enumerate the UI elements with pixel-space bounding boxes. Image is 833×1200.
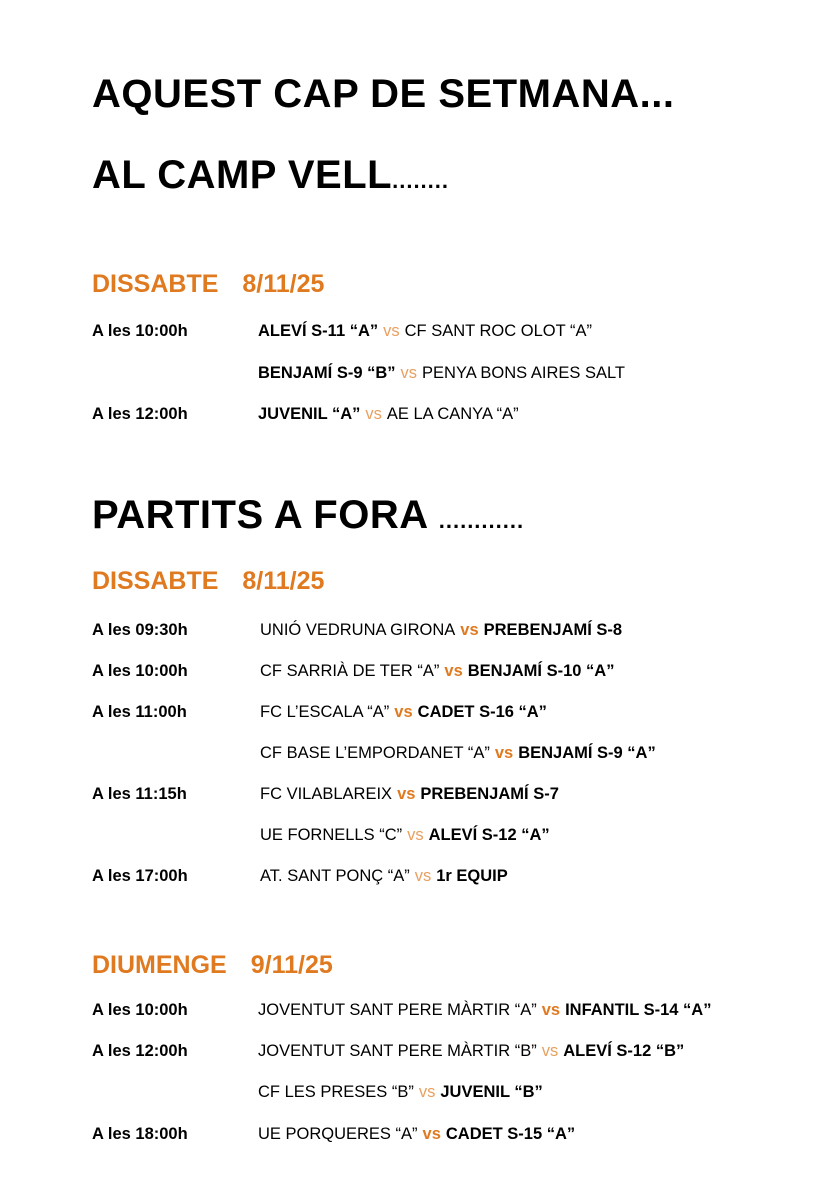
match-time: A les 10:00h (92, 1001, 188, 1019)
match-row (0, 1125, 833, 1147)
match-teams: CF BASE L’EMPORDANET “A” vs BENJAMÍ S-9 “A” (260, 744, 656, 762)
match-teams: CF SARRIÀ DE TER “A” vs BENJAMÍ S-10 “A” (260, 662, 615, 680)
match-row (0, 405, 833, 427)
match-row (0, 662, 833, 684)
match-teams: AT. SANT PONÇ “A” vs 1r EQUIP (260, 867, 508, 885)
match-time: A les 18:00h (92, 1125, 188, 1143)
match-teams: FC VILABLAREIX vs PREBENJAMÍ S-7 (260, 785, 559, 803)
match-time: A les 12:00h (92, 405, 188, 423)
match-row (0, 1001, 833, 1023)
home-day-header: DISSABTE 8/11/25 (92, 270, 325, 298)
match-row (0, 621, 833, 643)
match-teams: FC L’ESCALA “A” vs CADET S-16 “A” (260, 703, 547, 721)
match-time: A les 11:15h (92, 785, 187, 803)
match-row (0, 1042, 833, 1064)
match-teams: BENJAMÍ S-9 “B” vs PENYA BONS AIRES SALT (258, 364, 625, 382)
match-time: A les 11:00h (92, 703, 187, 721)
away-saturday-header: DISSABTE 8/11/25 (92, 567, 325, 595)
match-teams: JUVENIL “A” vs AE LA CANYA “A” (258, 405, 519, 423)
match-row (0, 785, 833, 807)
match-row (0, 1083, 833, 1105)
match-time: A les 09:30h (92, 621, 188, 639)
match-teams: UNIÓ VEDRUNA GIRONA vs PREBENJAMÍ S-8 (260, 621, 623, 639)
away-sunday-header: DIUMENGE 9/11/25 (92, 951, 333, 979)
match-time: A les 10:00h (92, 662, 188, 680)
match-time: A les 17:00h (92, 867, 188, 885)
match-time: A les 12:00h (92, 1042, 188, 1060)
match-row (0, 744, 833, 766)
match-teams: JOVENTUT SANT PERE MÀRTIR “A” vs INFANTIL S-14 “A” (258, 1001, 712, 1019)
match-row (0, 826, 833, 848)
match-row (0, 703, 833, 725)
match-row (0, 364, 833, 386)
home-heading: AL CAMP VELL........ (92, 153, 450, 197)
match-teams: ALEVÍ S-11 “A” vs CF SANT ROC OLOT “A” (258, 322, 592, 340)
match-row (0, 867, 833, 889)
match-teams: UE PORQUERES “A” vs CADET S-15 “A” (258, 1125, 576, 1143)
match-teams: JOVENTUT SANT PERE MÀRTIR “B” vs ALEVÍ S-12 “B” (258, 1042, 685, 1060)
match-teams: UE FORNELLS “C” vs ALEVÍ S-12 “A” (260, 826, 550, 844)
match-teams: CF LES PRESES “B” vs JUVENIL “B” (258, 1083, 543, 1101)
away-heading: PARTITS A FORA ............ (92, 493, 525, 537)
match-time: A les 10:00h (92, 322, 188, 340)
page-title: AQUEST CAP DE SETMANA... (92, 72, 675, 116)
match-row (0, 322, 833, 344)
